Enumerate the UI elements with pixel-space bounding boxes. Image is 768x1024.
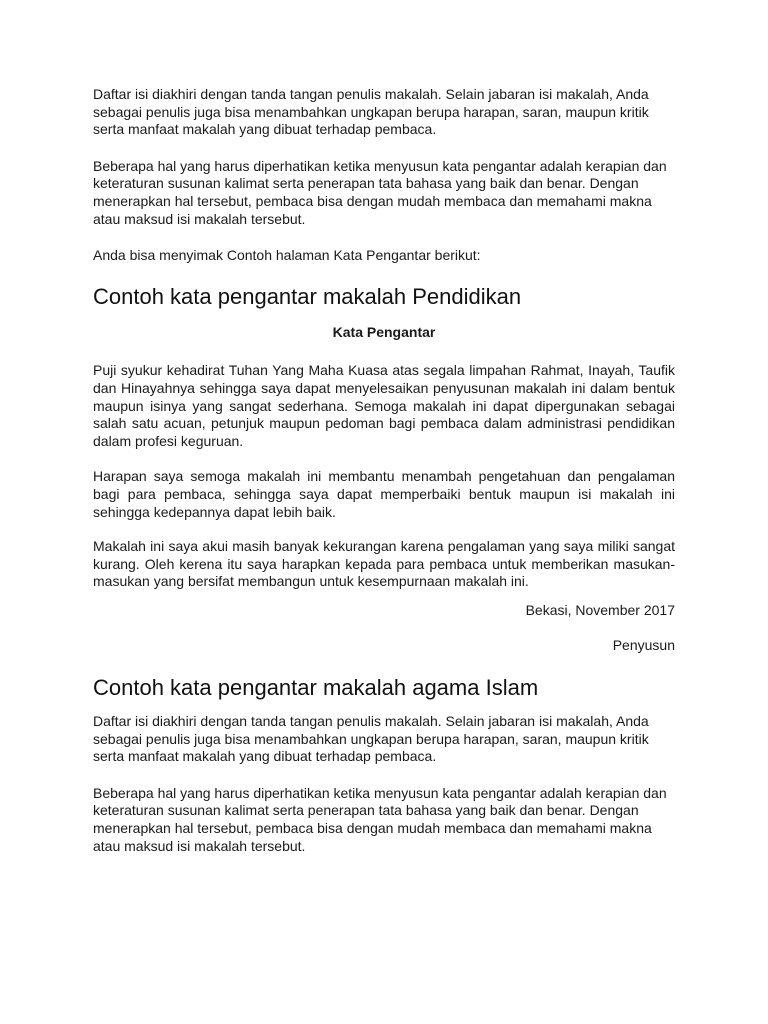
place-date: Bekasi, November 2017	[525, 601, 675, 618]
islam-paragraph-2: Beberapa hal yang harus diperhatikan ketika menyusun kata pengantar adalah kerapian dan keteraturan susunan kalimat serta penerapan tata bahasa yang baik dan benar. Dengan menerapkan hal tersebut, pembaca bisa dengan mudah membaca dan memahami makna atau maksud isi makalah tersebut.	[93, 784, 667, 854]
intro-paragraph-3: Anda bisa menyimak Contoh halaman Kata Pengantar berikut:	[93, 247, 481, 264]
kata-pengantar-title: Kata Pengantar	[332, 323, 436, 340]
islam-paragraph-1: Daftar isi diakhiri dengan tanda tangan penulis makalah. Selain jabaran isi makalah, Anda sebagai penulis juga bisa menambahkan ungkapan berupa harapan, saran, maupun kritik serta manfaat makalah yang dibuat terhadap pembaca.	[93, 713, 649, 765]
intro-paragraph-1: Daftar isi diakhiri dengan tanda tangan penulis makalah. Selain jabaran isi makalah, Anda sebagai penulis juga bisa menambahkan ungkapan berupa harapan, saran, maupun kritik serta manfaat makalah yang dibuat terhadap pembaca.	[93, 86, 649, 138]
pendidikan-paragraph-3: Makalah ini saya akui masih banyak kekurangan karena pengalaman yang saya miliki sangat kurang. Oleh kerena itu saya harapkan kepada para pembaca untuk memberikan masukan-masukan yang bersifat membangun untuk kesempurnaan makalah ini.	[93, 538, 675, 590]
document-page	[93, 86, 675, 874]
section-heading-pendidikan: Contoh kata pengantar makalah Pendidikan	[93, 283, 522, 309]
pendidikan-paragraph-1: Puji syukur kehadirat Tuhan Yang Maha Kuasa atas segala limpahan Rahmat, Inayah, Taufik dan Hinayahnya sehingga saya dapat menyelesaikan penyusunan makalah ini dalam bentuk maupun isinya yang sangat sederhana. Semoga makalah ini dapat dipergunakan sebagai salah satu acuan, petunjuk maupun pedoman bagi pembaca dalam administrasi pendidikan dalam profesi keguruan.	[93, 362, 675, 449]
intro-paragraph-2: Beberapa hal yang harus diperhatikan ketika menyusun kata pengantar adalah kerapian dan keteraturan susunan kalimat serta penerapan tata bahasa yang baik dan benar. Dengan menerapkan hal tersebut, pembaca bisa dengan mudah membaca dan memahami makna atau maksud isi makalah tersebut.	[93, 157, 667, 227]
author-signature: Penyusun	[612, 637, 675, 654]
section-heading-agama-islam: Contoh kata pengantar makalah agama Islam	[93, 675, 539, 701]
pendidikan-paragraph-2: Harapan saya semoga makalah ini membantu menambah pengetahuan dan pengalaman bagi para pembaca, sehingga saya dapat memperbaiki bentuk maupun isi makalah ini sehingga kedepannya dapat lebih baik.	[93, 468, 675, 520]
